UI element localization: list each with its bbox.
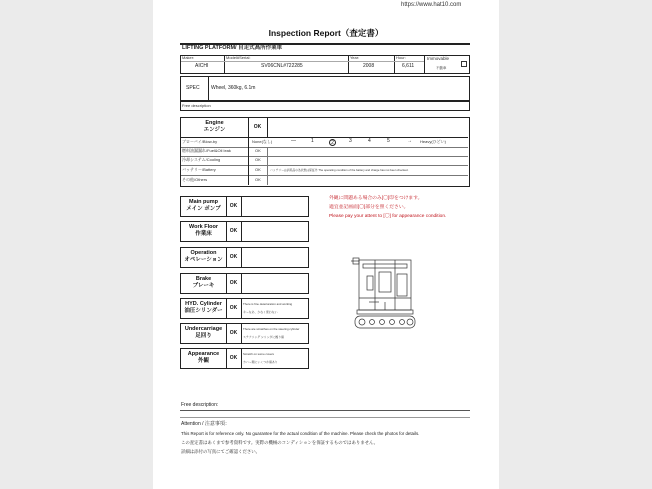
scale-arrow: → <box>407 138 412 144</box>
note-jp-2: 適宜並記画面[〇]部分を照ください。 <box>329 205 409 210</box>
immovable-checkbox[interactable] <box>461 61 467 67</box>
immovable-jp-label: 不動車 <box>436 66 447 70</box>
free-description-label: Free description <box>182 103 211 108</box>
engine-status: OK <box>253 124 262 130</box>
engine-table <box>180 117 470 187</box>
section-note: Scratch on some covers <box>243 352 275 356</box>
section-main-pump: Main pump メイン ポンプ OK <box>180 196 309 217</box>
section-status: OK <box>229 305 238 311</box>
disclaimer-en: This Report is for reference only. No guarantee for the actual condition of the machine. Please check the photos for details. <box>181 431 420 436</box>
section-note: There is fine deterioration and working <box>243 302 293 306</box>
note-jp-1: 外観に問題ある場合のみ[〇]印をつけます。 <box>329 196 423 201</box>
note-en: Please pay your attent to [〇] for appearance condition. <box>329 214 447 219</box>
year-value: 2008 <box>363 63 375 69</box>
machine-diagram-image <box>349 254 419 334</box>
section-status: OK <box>229 280 238 286</box>
section-status: OK <box>229 355 238 361</box>
hour-label: Hour: <box>396 55 406 60</box>
report-title: Inspection Report（査定書） <box>268 28 384 38</box>
disclaimer-jp-2: 詳細は添付の写真にてご確認ください。 <box>181 449 261 454</box>
section-status: OK <box>229 330 238 336</box>
free-description-row <box>180 101 470 111</box>
engine-row-value: OK <box>255 177 261 182</box>
scale-5: 5 <box>387 138 390 144</box>
section-work-floor: Work Floor 作業床 OK <box>180 221 309 242</box>
section-note: ステアリング シリンダに擦り傷 <box>243 335 284 339</box>
free-description-heading: Free description: <box>181 402 219 408</box>
engine-row-label: 冷却システム/Cooling <box>182 157 221 162</box>
engine-label: Engine エンジン <box>203 120 226 133</box>
spec-row <box>180 76 470 101</box>
scale-dash: ― <box>291 138 296 144</box>
section-status: OK <box>229 254 238 260</box>
immovable-label: Immovable <box>427 56 450 61</box>
info-row <box>180 55 470 74</box>
section-appearance: Appearance 外観 OK Scratch on some covers カバー類にいくつか傷あり <box>180 348 309 369</box>
maker-value: AICHI <box>195 63 209 69</box>
maker-label: Maker: <box>182 55 195 60</box>
machine-type: LIFTING PLATFORM/ 自走式高所作業車 <box>182 45 283 51</box>
hour-value: 6,611 <box>402 63 415 69</box>
scale-2-circled: 2 <box>329 139 336 146</box>
section-note: カバー類にいくつか傷あり <box>243 360 278 364</box>
engine-row-value: OK <box>255 167 261 172</box>
scale-1: 1 <box>311 138 314 144</box>
engine-row-value: OK <box>255 157 261 162</box>
section-note: There are scratches on the steering cylinder <box>243 327 300 331</box>
section-status: OK <box>229 203 238 209</box>
engine-row-value: OK <box>255 148 261 153</box>
blowby-value: None(なし) <box>252 139 273 144</box>
section-undercarriage: Undercarriage 足回り OK There are scratches on the steering cylinder ステアリング シリンダに擦り傷 <box>180 323 309 344</box>
section-operation: Operation オペレーション OK <box>180 247 309 268</box>
battery-note: バッテリーは消耗品の為状態は保証外 The operating condition of the battery and charge has not been checked. <box>270 168 409 172</box>
report-page <box>153 0 499 489</box>
site-url[interactable]: https://www.hat10.com <box>401 2 462 8</box>
model-value: SV06CNL#722285 <box>261 63 303 69</box>
attention-heading: Attention / 注意事項： <box>181 421 230 427</box>
section-note: キーなあ、少なく使わない <box>243 310 278 314</box>
scale-3: 3 <box>349 138 352 144</box>
scale-4: 4 <box>368 138 371 144</box>
spec-value: Wheel, 360kg, 6.1m <box>211 85 256 91</box>
model-label: Model#Serial: <box>226 55 251 60</box>
section-status: OK <box>229 228 238 234</box>
section-brake: Brake ブレーキ OK <box>180 273 309 294</box>
engine-row-label: その他/Others <box>182 177 208 182</box>
section-hyd-cylinder: HYD. Cylinder 油圧シリンダー OK There is fine deterioration and working キーなあ、少なく使わない <box>180 298 309 319</box>
spec-label: SPEC <box>186 85 200 91</box>
engine-row-label: 燃料油漏漏れ/Fuel&Oil leak <box>182 148 231 153</box>
scale-heavy: Heavy(ひどい) <box>420 139 447 144</box>
engine-row-label: ブローバイ/Blow-by <box>182 139 218 144</box>
engine-row-label: バッテリー/Battery <box>182 167 216 172</box>
year-label: Year: <box>350 55 360 60</box>
disclaimer-jp: この査定書はあくまで参考資料です。実際の機械のコンディションを保証するものではありません。 <box>181 440 379 445</box>
